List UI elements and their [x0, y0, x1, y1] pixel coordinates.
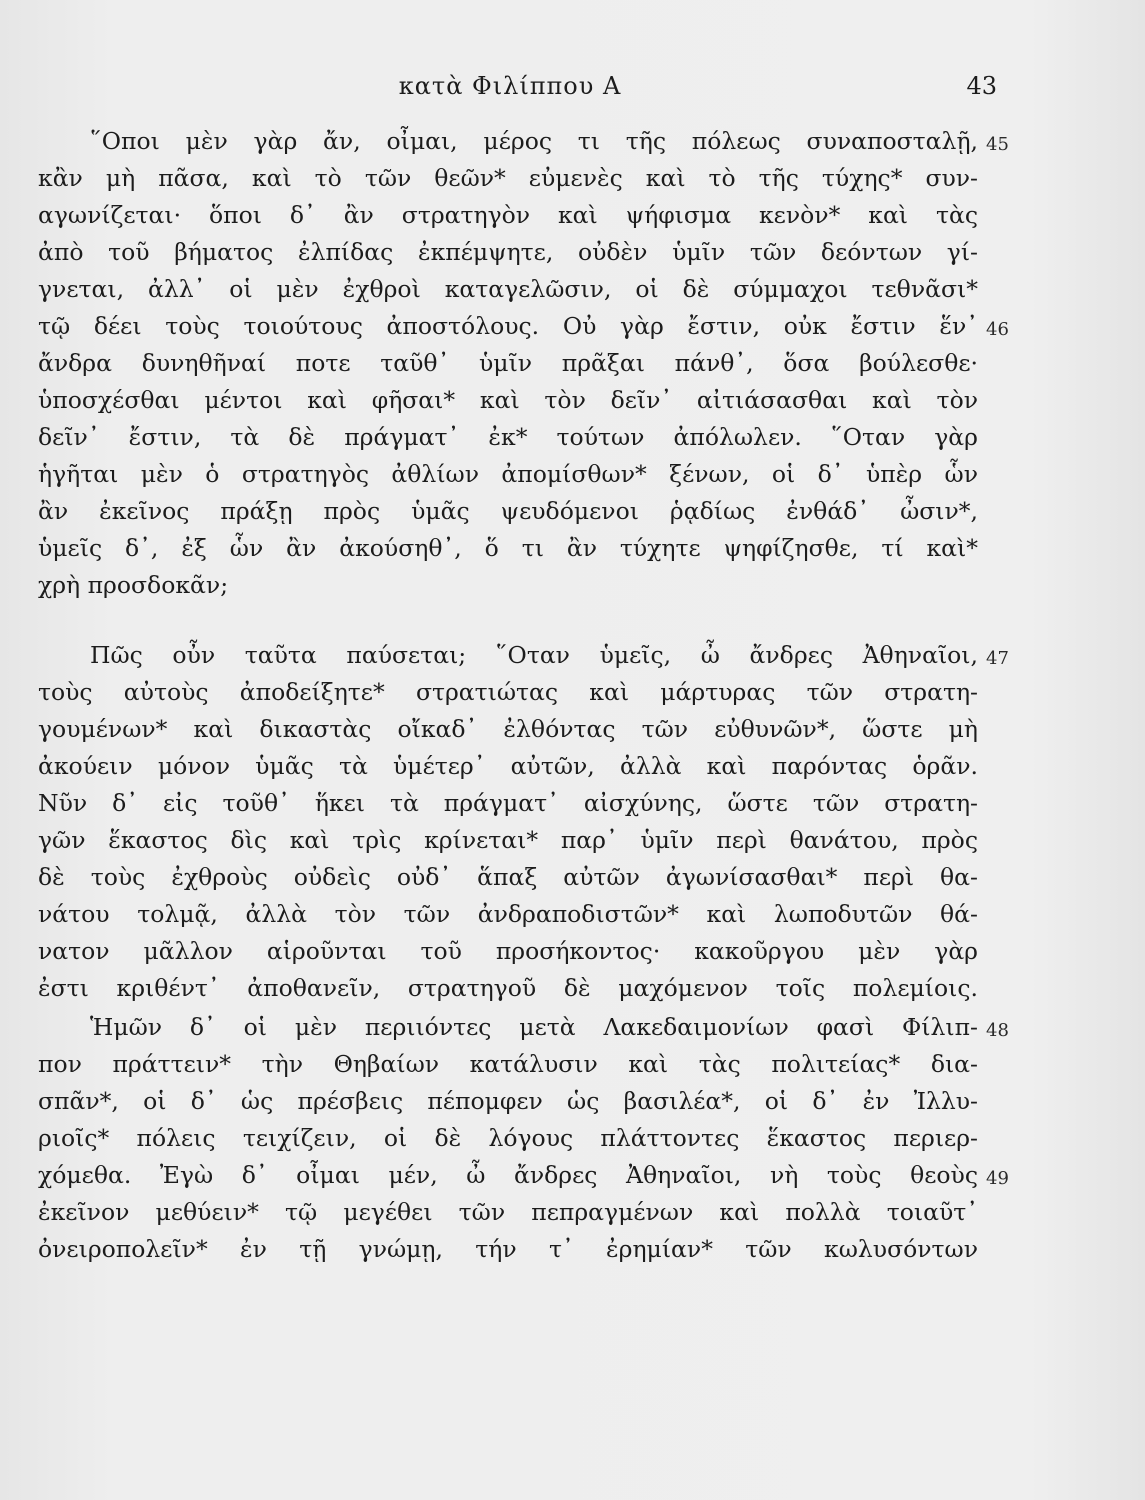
text-line: ῞Οποι μὲν γὰρ ἄν, οἶμαι, μέρος τι τῆς πόλεως συναποσταλῇ, — [90, 127, 978, 155]
text-line: ὀνειροπολεῖν* ἐν τῇ γνώμῃ, τήν τ᾽ ἐρημίαν* τῶν κωλυσόντων — [38, 1235, 978, 1263]
section-number: 46 — [986, 319, 1009, 340]
text-line: νάτου τολμᾷ, ἀλλὰ τὸν τῶν ἀνδραποδιστῶν* καὶ λωποδυτῶν θά- — [38, 900, 978, 928]
text-line: δὲ τοὺς ἐχθροὺς οὐδεὶς οὐδ᾽ ἅπαξ αὐτῶν ἀγωνίσασθαι* περὶ θα- — [38, 863, 978, 891]
text-line: γουμένων* καὶ δικαστὰς οἴκαδ᾽ ἐλθόντας τῶν εὐθυνῶν*, ὥστε μὴ — [38, 715, 978, 743]
text-line: κἂν μὴ πᾶσα, καὶ τὸ τῶν θεῶν* εὐμενὲς καὶ τὸ τῆς τύχης* συν- — [38, 164, 978, 192]
page-number: 43 — [966, 72, 997, 100]
text-line: χρὴ προσδοκᾶν; — [38, 571, 229, 599]
running-head — [0, 66, 1145, 106]
text-line: Πῶς οὖν ταῦτα παύσεται; ῞Οταν ὑμεῖς, ὦ ἄνδρες Ἀθηναῖοι, — [90, 641, 978, 669]
text-line: γνεται, ἀλλ᾽ οἱ μὲν ἐχθροὶ καταγελῶσιν, οἱ δὲ σύμμαχοι τεθνᾶσι* — [38, 275, 978, 303]
text-line: τοὺς αὐτοὺς ἀποδείξητε* στρατιώτας καὶ μάρτυρας τῶν στρατη- — [38, 678, 978, 706]
running-title: κατὰ Φιλίππου Α — [398, 72, 622, 100]
text-line: δεῖν᾽ ἔστιν, τὰ δὲ πράγματ᾽ ἐκ* τούτων ἀπόλωλεν. ῞Οταν γὰρ — [38, 423, 978, 451]
text-line: ὑμεῖς δ᾽, ἐξ ὧν ἂν ἀκούσηθ᾽, ὅ τι ἂν τύχητε ψηφίζησθε, τί καὶ* — [38, 534, 978, 562]
text-line: Νῦν δ᾽ εἰς τοῦθ᾽ ἥκει τὰ πράγματ᾽ αἰσχύνης, ὥστε τῶν στρατη- — [38, 789, 978, 817]
text-line: αγωνίζεται· ὅποι δ᾽ ἂν στρατηγὸν καὶ ψήφισμα κενὸν* καὶ τὰς — [38, 201, 978, 229]
text-line: χόμεθα. Ἐγὼ δ᾽ οἶμαι μέν, ὦ ἄνδρες Ἀθηναῖοι, νὴ τοὺς θεοὺς — [38, 1161, 978, 1189]
text-line: τῷ δέει τοὺς τοιούτους ἀποστόλους. Οὐ γὰρ ἔστιν, οὐκ ἔστιν ἕν᾽ — [38, 312, 978, 340]
section-number: 48 — [986, 1020, 1009, 1041]
text-line: σπᾶν*, οἱ δ᾽ ὡς πρέσβεις πέπομφεν ὡς βασιλέα*, οἱ δ᾽ ἐν Ἰλλυ- — [38, 1087, 978, 1115]
text-line: ἄνδρα δυνηθῆναί ποτε ταῦθ᾽ ὑμῖν πρᾶξαι πάνθ᾽, ὅσα βούλεσθε· — [38, 349, 978, 377]
section-number: 45 — [986, 134, 1009, 155]
text-line: Ἡμῶν δ᾽ οἱ μὲν περιιόντες μετὰ Λακεδαιμονίων φασὶ Φίλιπ- — [90, 1013, 978, 1041]
text-line: νατον μᾶλλον αἱροῦνται τοῦ προσήκοντος· κακοῦργου μὲν γὰρ — [38, 937, 978, 965]
text-line: ἂν ἐκεῖνος πράξῃ πρὸς ὑμᾶς ψευδόμενοι ῥᾳδίως ἐνθάδ᾽ ὦσιν*, — [38, 497, 978, 525]
section-number: 47 — [986, 648, 1009, 669]
text-line: ἀπὸ τοῦ βήματος ἐλπίδας ἐκπέμψητε, οὐδὲν ὑμῖν τῶν δεόντων γί- — [38, 238, 978, 266]
text-line: πον πράττειν* τὴν Θηβαίων κατάλυσιν καὶ τὰς πολιτείας* δια- — [38, 1050, 978, 1078]
text-line: ὑποσχέσθαι μέντοι καὶ φῆσαι* καὶ τὸν δεῖν᾽ αἰτιάσασθαι καὶ τὸν — [38, 386, 978, 414]
text-line: ριοῖς* πόλεις τειχίζειν, οἱ δὲ λόγους πλάττοντες ἕκαστος περιερ- — [38, 1124, 978, 1152]
text-line: γῶν ἕκαστος δὶς καὶ τρὶς κρίνεται* παρ᾽ ὑμῖν περὶ θανάτου, πρὸς — [38, 826, 978, 854]
text-line: ἐκεῖνον μεθύειν* τῷ μεγέθει τῶν πεπραγμένων καὶ πολλὰ τοιαῦτ᾽ — [38, 1198, 978, 1226]
text-line: ἐστι κριθέντ᾽ ἀποθανεῖν, στρατηγοῦ δὲ μαχόμενον τοῖς πολεμίοις. — [38, 974, 978, 1002]
text-line: ἡγῆται μὲν ὁ στρατηγὸς ἀθλίων ἀπομίσθων* ξένων, οἱ δ᾽ ὑπὲρ ὧν — [38, 460, 978, 488]
text-line: ἀκούειν μόνον ὑμᾶς τὰ ὑμέτερ᾽ αὐτῶν, ἀλλὰ καὶ παρόντας ὁρᾶν. — [38, 752, 978, 780]
section-number: 49 — [986, 1168, 1009, 1189]
